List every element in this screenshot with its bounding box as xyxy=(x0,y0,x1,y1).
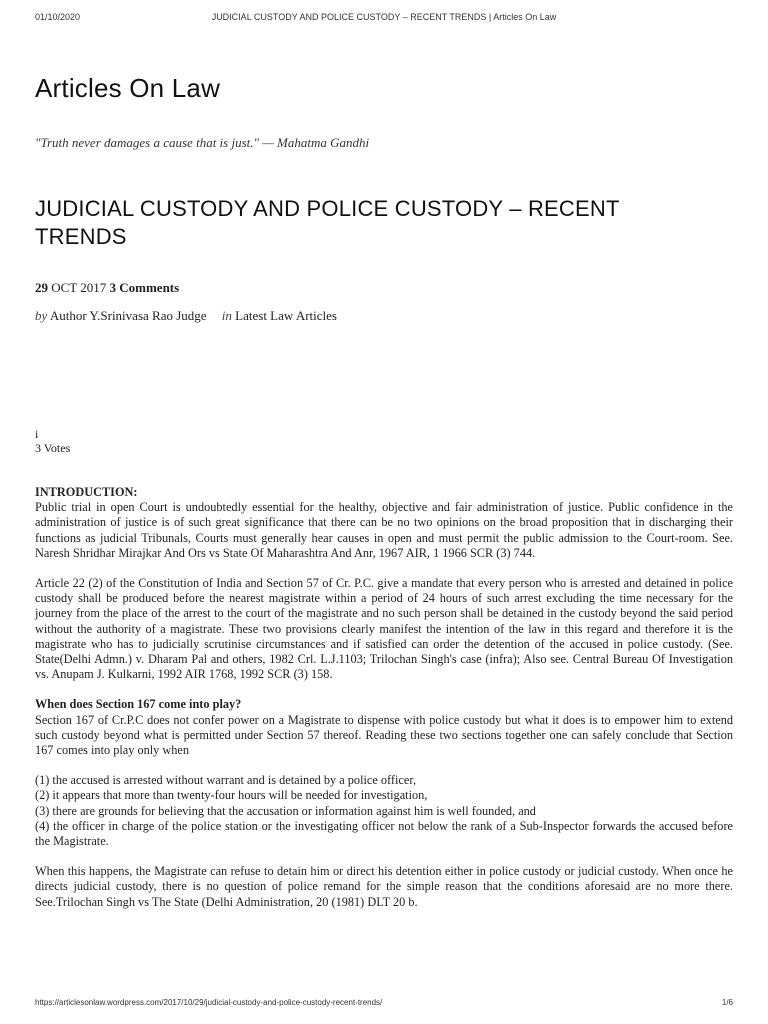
section-167-heading: When does Section 167 come into play? xyxy=(35,697,242,712)
print-page-title: JUDICIAL CUSTODY AND POLICE CUSTODY – RECENT TRENDS | Articles On Law xyxy=(211,12,557,22)
site-title[interactable]: Articles On Law xyxy=(35,73,221,103)
article-content xyxy=(35,485,733,925)
article-22-paragraph: Article 22 (2) of the Constitution of India and Section 57 of Cr. P.C. give a mandate that every person who is arrested and detained in police custody shall be produced before the nearest magistrate within a period of 24 hours of such arrest excluding the time necessary for the journey from the place of the arrest to the court of the magistrate and no such person shall be detained in the custody beyond the said period without the authority of a magistrate. These two provisions clearly manifest the intention of the law in this regard and therefore it is the magistrate who has to judicially scrutinise circumstances and if satisfied can order the detention of the accused in police custody. (See. State(Delhi Admn.) v. Dharam Pal and others, 1982 Crl. L.J.1103; Trilochan Singh's case (infra); Also see. Central Bureau Of Investigation vs. Anupam J. Kulkarni, 1992 AIR 1768, 1992 SCR (3) 158. xyxy=(35,576,733,682)
intro-heading: INTRODUCTION: xyxy=(35,485,138,499)
author-link[interactable]: Author Y.Srinivasa Rao Judge xyxy=(49,308,207,323)
by-label: by xyxy=(35,308,48,323)
intro-paragraph: Public trial in open Court is undoubtedly essential for the healthy, objective and fair administration of justice. Public confidence in the administration of justice is of such great significance that there can be no two opinions on the broad proposition that in discharging their functions as judicial Tribunals, Courts must generally hear causes in open and must permit the public admission to the Court-room. See. Naresh Shridhar Mirajkar And Ors vs State Of Maharashtra And Anr, 1967 AIR, 1 1966 SCR (3) 744. xyxy=(35,500,733,560)
post-date-month-year: OCT 2017 xyxy=(51,280,107,295)
post-meta xyxy=(35,280,179,296)
rating-widget xyxy=(35,427,70,455)
post-title: JUDICIAL CUSTODY AND POLICE CUSTODY – RECENT TRENDS xyxy=(35,196,620,249)
comments-link[interactable]: 3 Comments xyxy=(109,280,180,295)
condition-item: (3) there are grounds for believing that the accusation or information against him is well founded, and xyxy=(35,803,536,818)
in-label: in xyxy=(221,308,232,323)
print-date: 01/10/2020 xyxy=(35,12,81,22)
post-date-day: 29 xyxy=(35,280,48,295)
condition-item: (4) the officer in charge of the police station or the investigating officer not below the rank of a Sub-Inspector forwards the accused before the Magistrate. xyxy=(35,818,733,849)
post-byline xyxy=(35,308,337,324)
detention-paragraph: When this happens, the Magistrate can refuse to detain him or direct his detention either in police custody or judicial custody. When once he directs judicial custody, there is no question of police remand for the simple reason that the conditions aforesaid are no more there. See.Trilochan Singh vs The State (Delhi Administration, 20 (1981) DLT 20 b. xyxy=(35,864,733,909)
print-url: https://articlesonlaw.wordpress.com/2017/10/29/judicial-custody-and-police-custody-recent-trends/ xyxy=(35,998,383,1007)
conditions-list xyxy=(35,773,733,849)
print-header xyxy=(35,12,733,26)
category-link[interactable]: Latest Law Articles xyxy=(235,308,337,323)
rating-votes: 3 Votes xyxy=(35,441,71,455)
section-167-paragraph: Section 167 of Cr.P.C does not confer power on a Magistrate to dispense with police custody but what it does is to empower him to extend such custody beyond what is permitted under Section 57 thereof. Reading these two sections together one can safely conclude that Section 167 comes into play only when xyxy=(35,712,733,758)
condition-item: (1) the accused is arrested without warrant and is detained by a police officer, xyxy=(35,773,417,788)
condition-item: (2) it appears that more than twenty-four hours will be needed for investigation, xyxy=(35,788,428,803)
page-number: 1/6 xyxy=(721,998,733,1007)
site-tagline: "Truth never damages a cause that is just." — Mahatma Gandhi xyxy=(35,135,370,150)
rating-info-icon[interactable]: i xyxy=(35,427,39,441)
